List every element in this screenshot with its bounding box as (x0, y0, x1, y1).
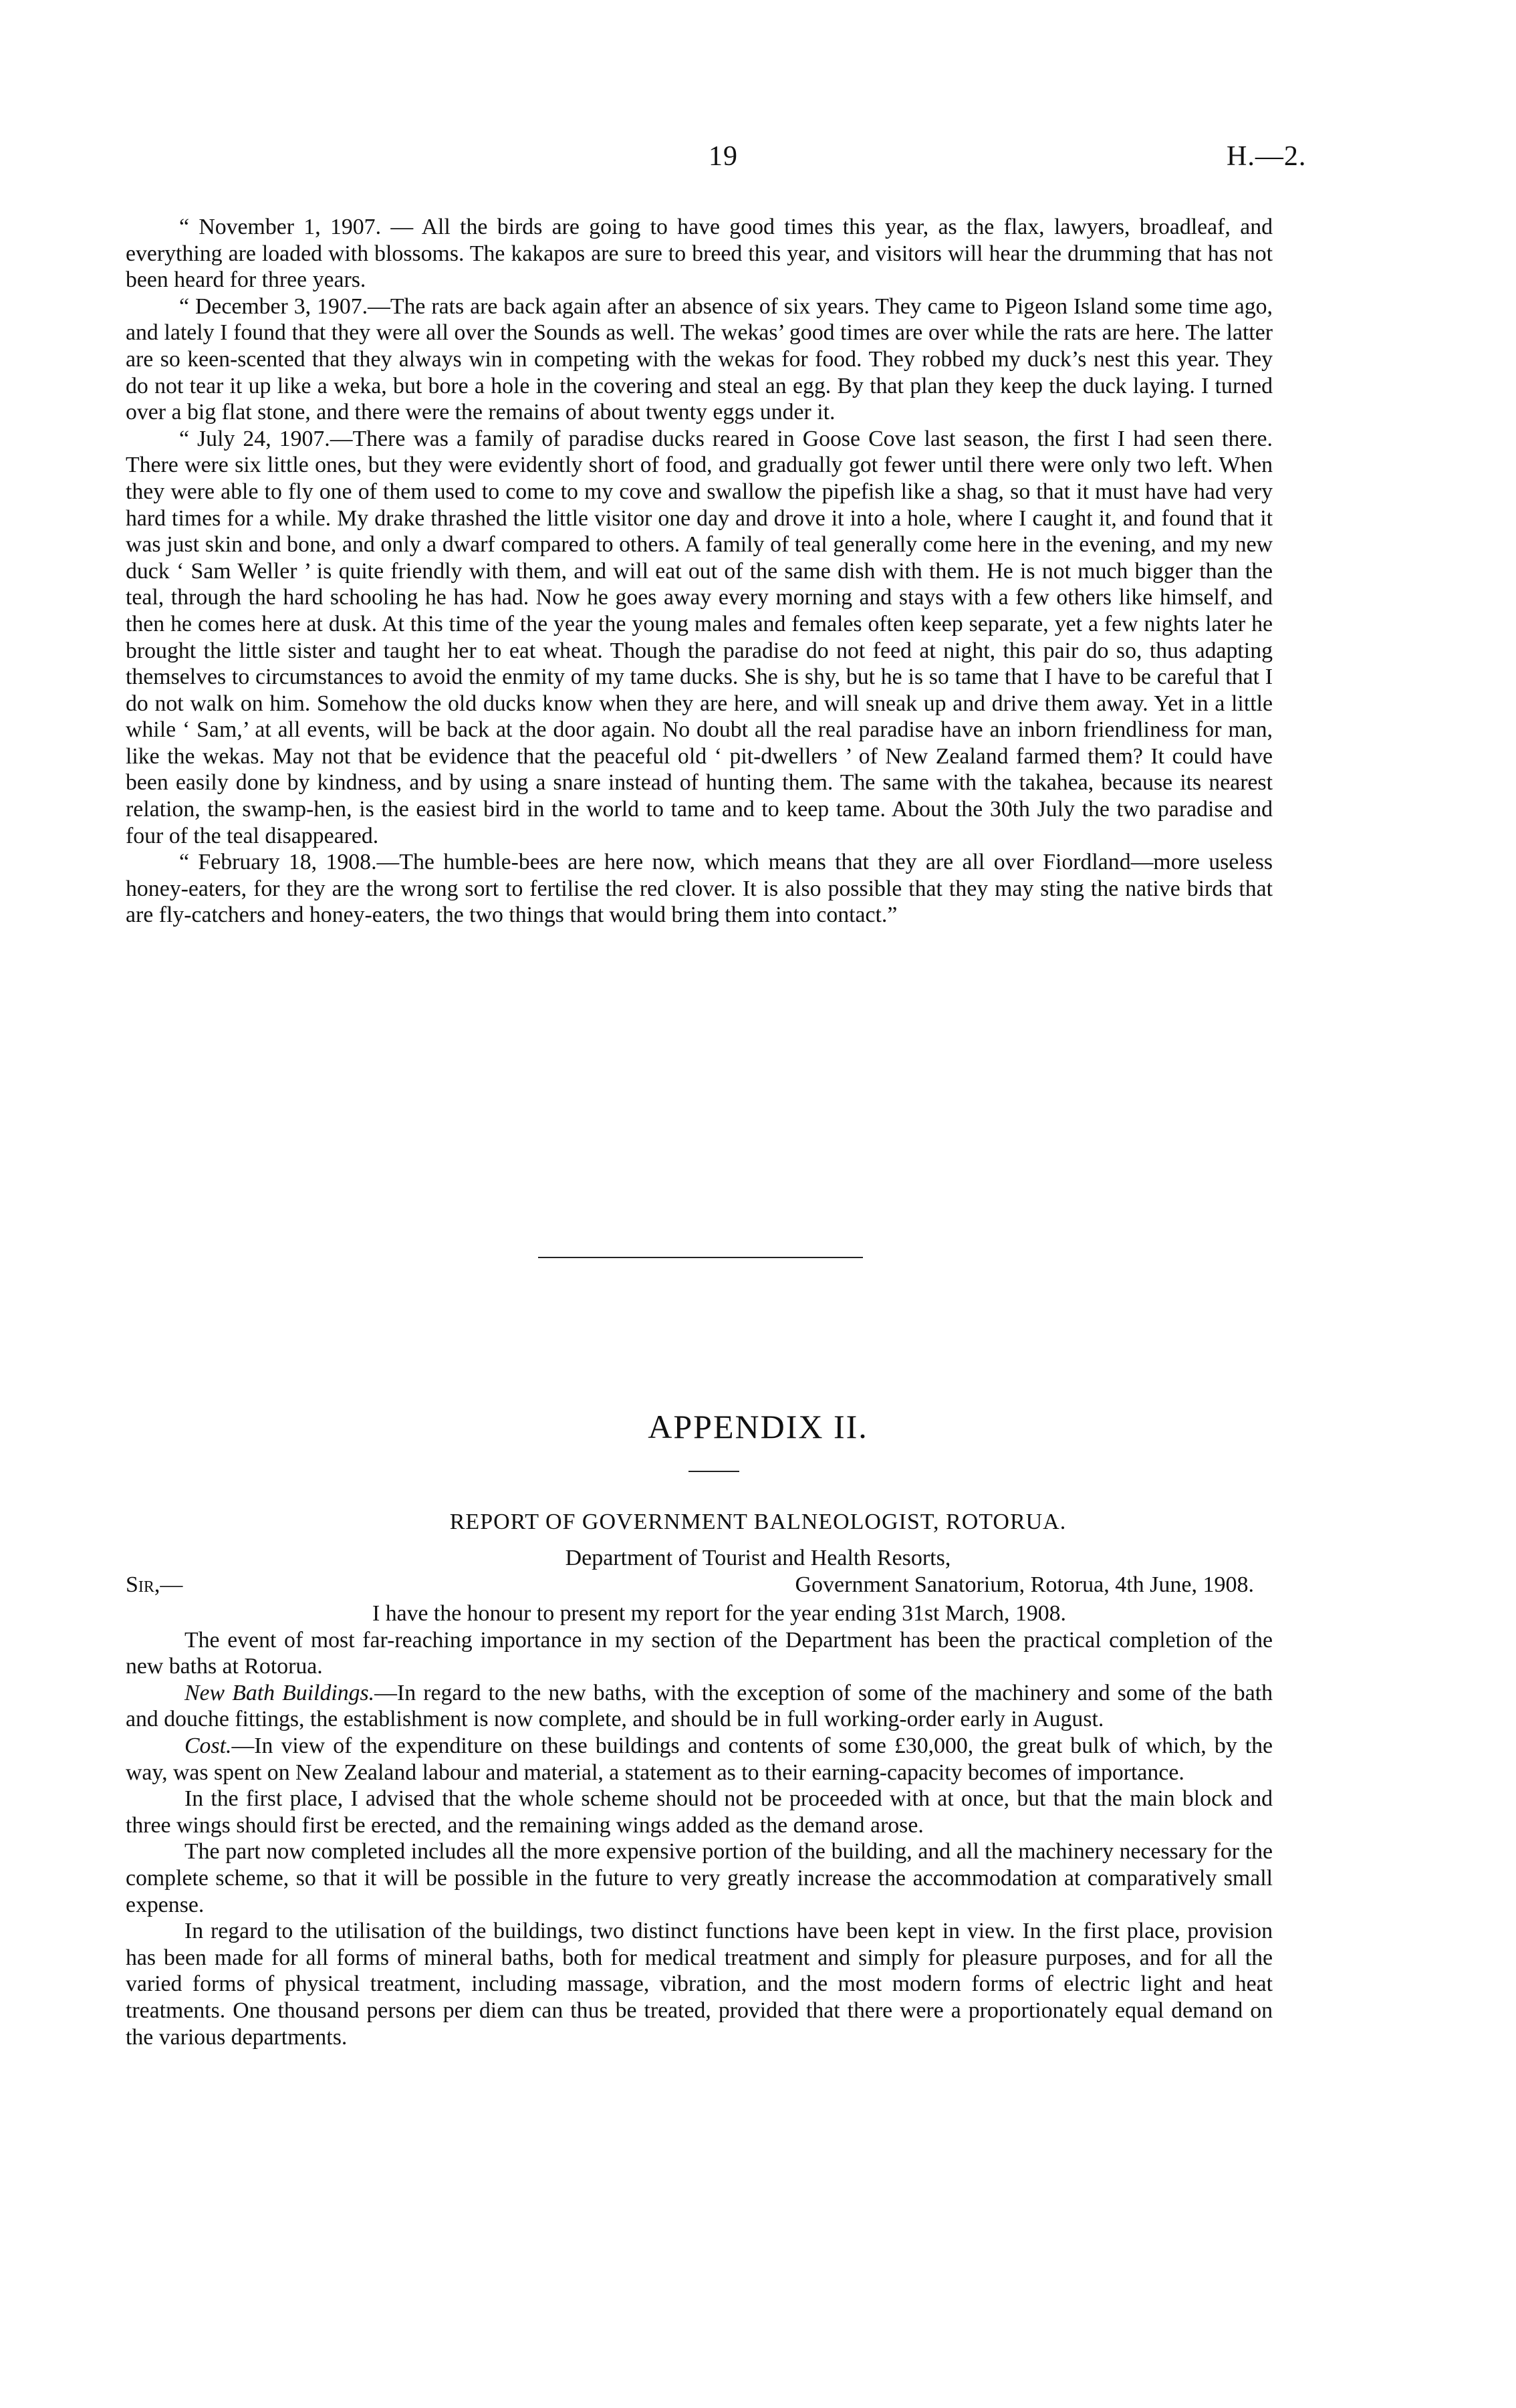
letter-paragraph: “ November 1, 1907. — All the birds are going to have good times this year, as the flax, lawyers, broadleaf, and everything are loaded with blossoms. The kakapos are sure to breed this year, and visitors will hear the drumming that has not been heard for three years. (126, 215, 1273, 293)
letter-paragraph: “ July 24, 1907.—There was a family of paradise ducks reared in Goose Cove last season, the first I had seen there. There were six little ones, but they were evidently short of food, and gradually got fewer until there were only two left. When they were able to fly one of them used to come to my cove and swallow the pipefish like a shag, so that it must have had very hard times for a while. My drake thrashed the little visitor one day and drove it into a hole, where I caught it, and found that it was just skin and bone, and only a dwarf compared to others. A family of teal generally come here in the evening, and my new duck ‘ Sam Weller ’ is quite friendly with them, and will eat out of the same dish with them. He is not much bigger than the teal, through the hard schooling he has had. Now he goes away every morning and stays with a few others like himself, and then he comes here at dusk. At this time of the year the young males and females often keep separate, yet a few nights later he brought the little sister and taught her to eat wheat. Though the paradise do not feed at night, this pair do so, thus adapting themselves to circumstances to avoid the enmity of my tame ducks. She is shy, but he is so tame that I have to be careful that I do not walk on him. Somehow the old ducks know when they are here, and will sneak up and drive them away. Yet in a little while ‘ Sam,’ at all events, will be back at the door again. No doubt all the real paradise have an inborn friendliness for man, like the wekas. May not that be evidence that the peaceful old ‘ pit-dwellers ’ of New Zealand farmed them? It could have been easily done by kindness, and by using a snare instead of hunting them. The same with the takahea, because its nearest relation, the swamp-hen, is the easiest bird in the world to tame and to keep tame. About the 30th July the two paradise and four of the teal disappeared. (126, 426, 1273, 848)
section-divider (538, 1257, 863, 1258)
salutation: Sir,— (126, 1572, 183, 1597)
report-paragraph: The event of most far-reaching importance in my section of the Department has been the practical completion of the new baths at Rotorua. (126, 1627, 1273, 1679)
report-heading: REPORT OF GOVERNMENT BALNEOLOGIST, ROTORUA. (449, 1510, 1067, 1534)
department-line: Department of Tourist and Health Resorts, (565, 1546, 951, 1570)
cost-label: Cost. (184, 1733, 232, 1758)
title-rule (688, 1471, 739, 1472)
bath-buildings-label: New Bath Buildings. (184, 1680, 375, 1705)
report-paragraph: In the first place, I advised that the whole scheme should not be proceeded with at once, but that the main block and three wings should first be erected, and the remaining wings added as the demand arose. (126, 1786, 1273, 1838)
diary-extracts (126, 214, 1273, 929)
letter-paragraph: “ February 18, 1908.—The humble-bees are here now, which means that they are all over Fiordland—more useless honey-eaters, for they are the wrong sort to fertilise the red clover. It is also possible that they may sting the native birds that are fly-catchers and honey-eaters, the two things that would bring them into contact.” (126, 850, 1273, 928)
address-line: Government Sanatorium, Rotorua, 4th June, 1908. (795, 1572, 1254, 1597)
report-paragraph (126, 1680, 1273, 1733)
report-paragraph: In regard to the utilisation of the buildings, two distinct functions have been kept in view. In the first place, provision has been made for all forms of mineral baths, both for medical treatment and simply for pleasure purposes, and for all the varied forms of physical treatment, including massage, vibration, and the most modern forms of electric light and heat treatments. One thousand persons per diem can thus be treated, provided that there were a proportionately equal demand on the various departments. (126, 1919, 1273, 2050)
cost-text: —In view of the expenditure on these buildings and contents of some £30,000, the great bulk of which, by the way, was spent on New Zealand labour and material, a statement as to their earning-capacity becomes of importance. (126, 1733, 1273, 1785)
letter-paragraph: “ December 3, 1907.—The rats are back again after an absence of six years. They came to Pigeon Island some time ago, and lately I found that they were all over the Sounds as well. The wekas’ good times are over while the rats are here. The latter are so keen-scented that they always win in competing with the wekas for food. They robbed my duck’s nest this year. They do not tear it up like a weka, but bore a hole in the covering and steal an egg. By that plan they keep the duck laying. I turned over a big flat stone, and there were the remains of about twenty eggs under it. (126, 293, 1273, 425)
intro-line: I have the honour to present my report for the year ending 31st March, 1908. (372, 1601, 1067, 1626)
page-code: H.—2. (1227, 141, 1307, 172)
page-number: 19 (709, 141, 738, 172)
report-body (126, 1600, 1273, 2050)
bath-buildings-text: —In regard to the new baths, with the exception of some of the machinery and some of the bath and douche fittings, the establishment is now complete, and should be in full working-order early in August. (126, 1680, 1273, 1732)
report-paragraph (126, 1733, 1273, 1786)
appendix-title: APPENDIX II. (648, 1408, 868, 1445)
report-paragraph: The part now completed includes all the more expensive portion of the building, and all the machinery necessary for the complete scheme, so that it will be possible in the future to very greatly increase the accommodation at comparatively small expense. (126, 1839, 1273, 1917)
